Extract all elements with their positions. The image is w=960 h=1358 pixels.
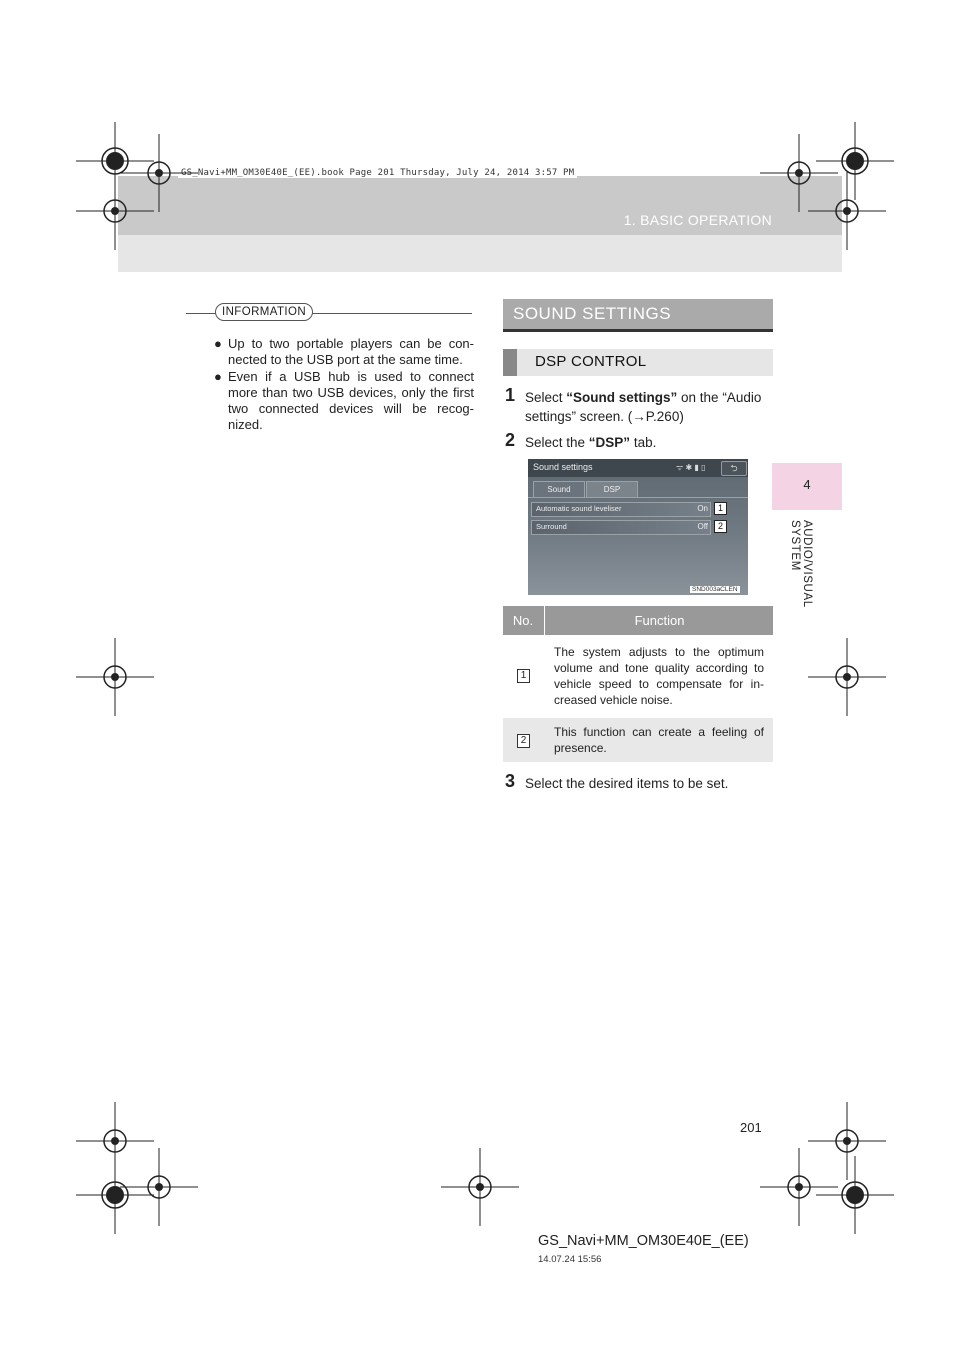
row-value: On bbox=[697, 504, 708, 513]
step-number: 3 bbox=[505, 771, 516, 791]
subheading-marker bbox=[503, 349, 517, 376]
screen-title: Sound settings bbox=[533, 462, 593, 472]
registration-mark-icon bbox=[816, 122, 894, 200]
row-function: This function can create a feeling of presence. bbox=[554, 725, 764, 755]
step-number: 1 bbox=[505, 385, 516, 405]
document-id: GS_Navi+MM_OM30E40E_(EE) bbox=[538, 1233, 749, 1249]
registration-mark-icon bbox=[76, 638, 154, 716]
image-code: SND003aCLEN bbox=[692, 586, 738, 593]
step-text-pre: Select bbox=[525, 390, 567, 405]
table-row bbox=[503, 717, 773, 762]
step-text-bold: “Sound settings” bbox=[566, 390, 678, 405]
row-label: Surround bbox=[536, 522, 567, 531]
function-table bbox=[503, 606, 773, 762]
tab-sound[interactable]: Sound bbox=[533, 481, 585, 498]
step-text bbox=[525, 388, 775, 426]
back-icon[interactable]: ⮌ bbox=[721, 461, 747, 476]
section-heading: SOUND SETTINGS bbox=[513, 304, 672, 323]
bullet-icon: ● bbox=[214, 336, 222, 351]
subheading: DSP CONTROL bbox=[535, 353, 647, 370]
registration-mark-icon bbox=[120, 1148, 198, 1226]
step-text-post: tab. bbox=[630, 435, 657, 450]
automatic-sound-leveliser-button[interactable] bbox=[531, 502, 711, 517]
sound-settings-screenshot bbox=[528, 459, 748, 595]
callout-badge: 1 bbox=[714, 502, 727, 515]
bullet-icon: ● bbox=[214, 369, 222, 384]
status-icons: ᯤ ✱ ▮ ▯ bbox=[676, 463, 706, 472]
tab-dsp[interactable]: DSP bbox=[586, 481, 638, 498]
row-function: The system adjusts to the optimum volume and tone quality according to vehicle speed to compensate for in-creased vehicle noise. bbox=[554, 645, 764, 707]
table-header bbox=[503, 606, 773, 635]
chapter-number: 4 bbox=[803, 477, 811, 492]
document-date: 14.07.24 15:56 bbox=[538, 1254, 602, 1265]
step-text-bold: “DSP” bbox=[588, 435, 631, 450]
table-row bbox=[503, 635, 773, 717]
row-number-cell bbox=[503, 718, 543, 762]
registration-mark-icon bbox=[808, 638, 886, 716]
row-number: 2 bbox=[517, 734, 530, 748]
information-bullet: Even if a USB hub is used to connect more than two USB devices, only the first two connected devices will be recog-nized. bbox=[228, 369, 474, 432]
header-function: Function bbox=[544, 606, 774, 635]
section-heading-rule bbox=[503, 329, 773, 332]
row-number-cell bbox=[503, 636, 543, 717]
step-text bbox=[525, 433, 775, 452]
chapter-title: AUDIO/VISUAL SYSTEM bbox=[789, 520, 813, 608]
page-number: 201 bbox=[740, 1120, 762, 1135]
tabs-divider bbox=[528, 497, 748, 498]
row-number: 1 bbox=[517, 669, 530, 683]
step-text-pre: Select the desired items to be set. bbox=[525, 776, 729, 791]
row-value: Off bbox=[697, 522, 708, 531]
book-info-line: GS_Navi+MM_OM30E40E_(EE).book Page 201 Thursday, July 24, 2014 3:57 PM bbox=[178, 168, 577, 178]
surround-button[interactable] bbox=[531, 520, 711, 535]
step-number: 2 bbox=[505, 430, 516, 450]
information-label: INFORMATION bbox=[215, 303, 313, 321]
callout-badge: 2 bbox=[714, 520, 727, 533]
row-label: Automatic sound leveliser bbox=[536, 504, 622, 513]
step-text-pre: Select the bbox=[525, 435, 589, 450]
registration-mark-icon bbox=[816, 1156, 894, 1234]
step-text bbox=[525, 774, 775, 793]
registration-mark-icon bbox=[120, 134, 198, 212]
step-text-post: on the “Audio settings” screen. (→P.260) bbox=[525, 390, 762, 424]
registration-mark-icon bbox=[441, 1148, 519, 1226]
header-no: No. bbox=[512, 613, 534, 628]
section-title: 1. BASIC OPERATION bbox=[623, 212, 772, 228]
information-bullet: Up to two portable players can be con-nected to the USB port at the same time. bbox=[228, 336, 474, 367]
